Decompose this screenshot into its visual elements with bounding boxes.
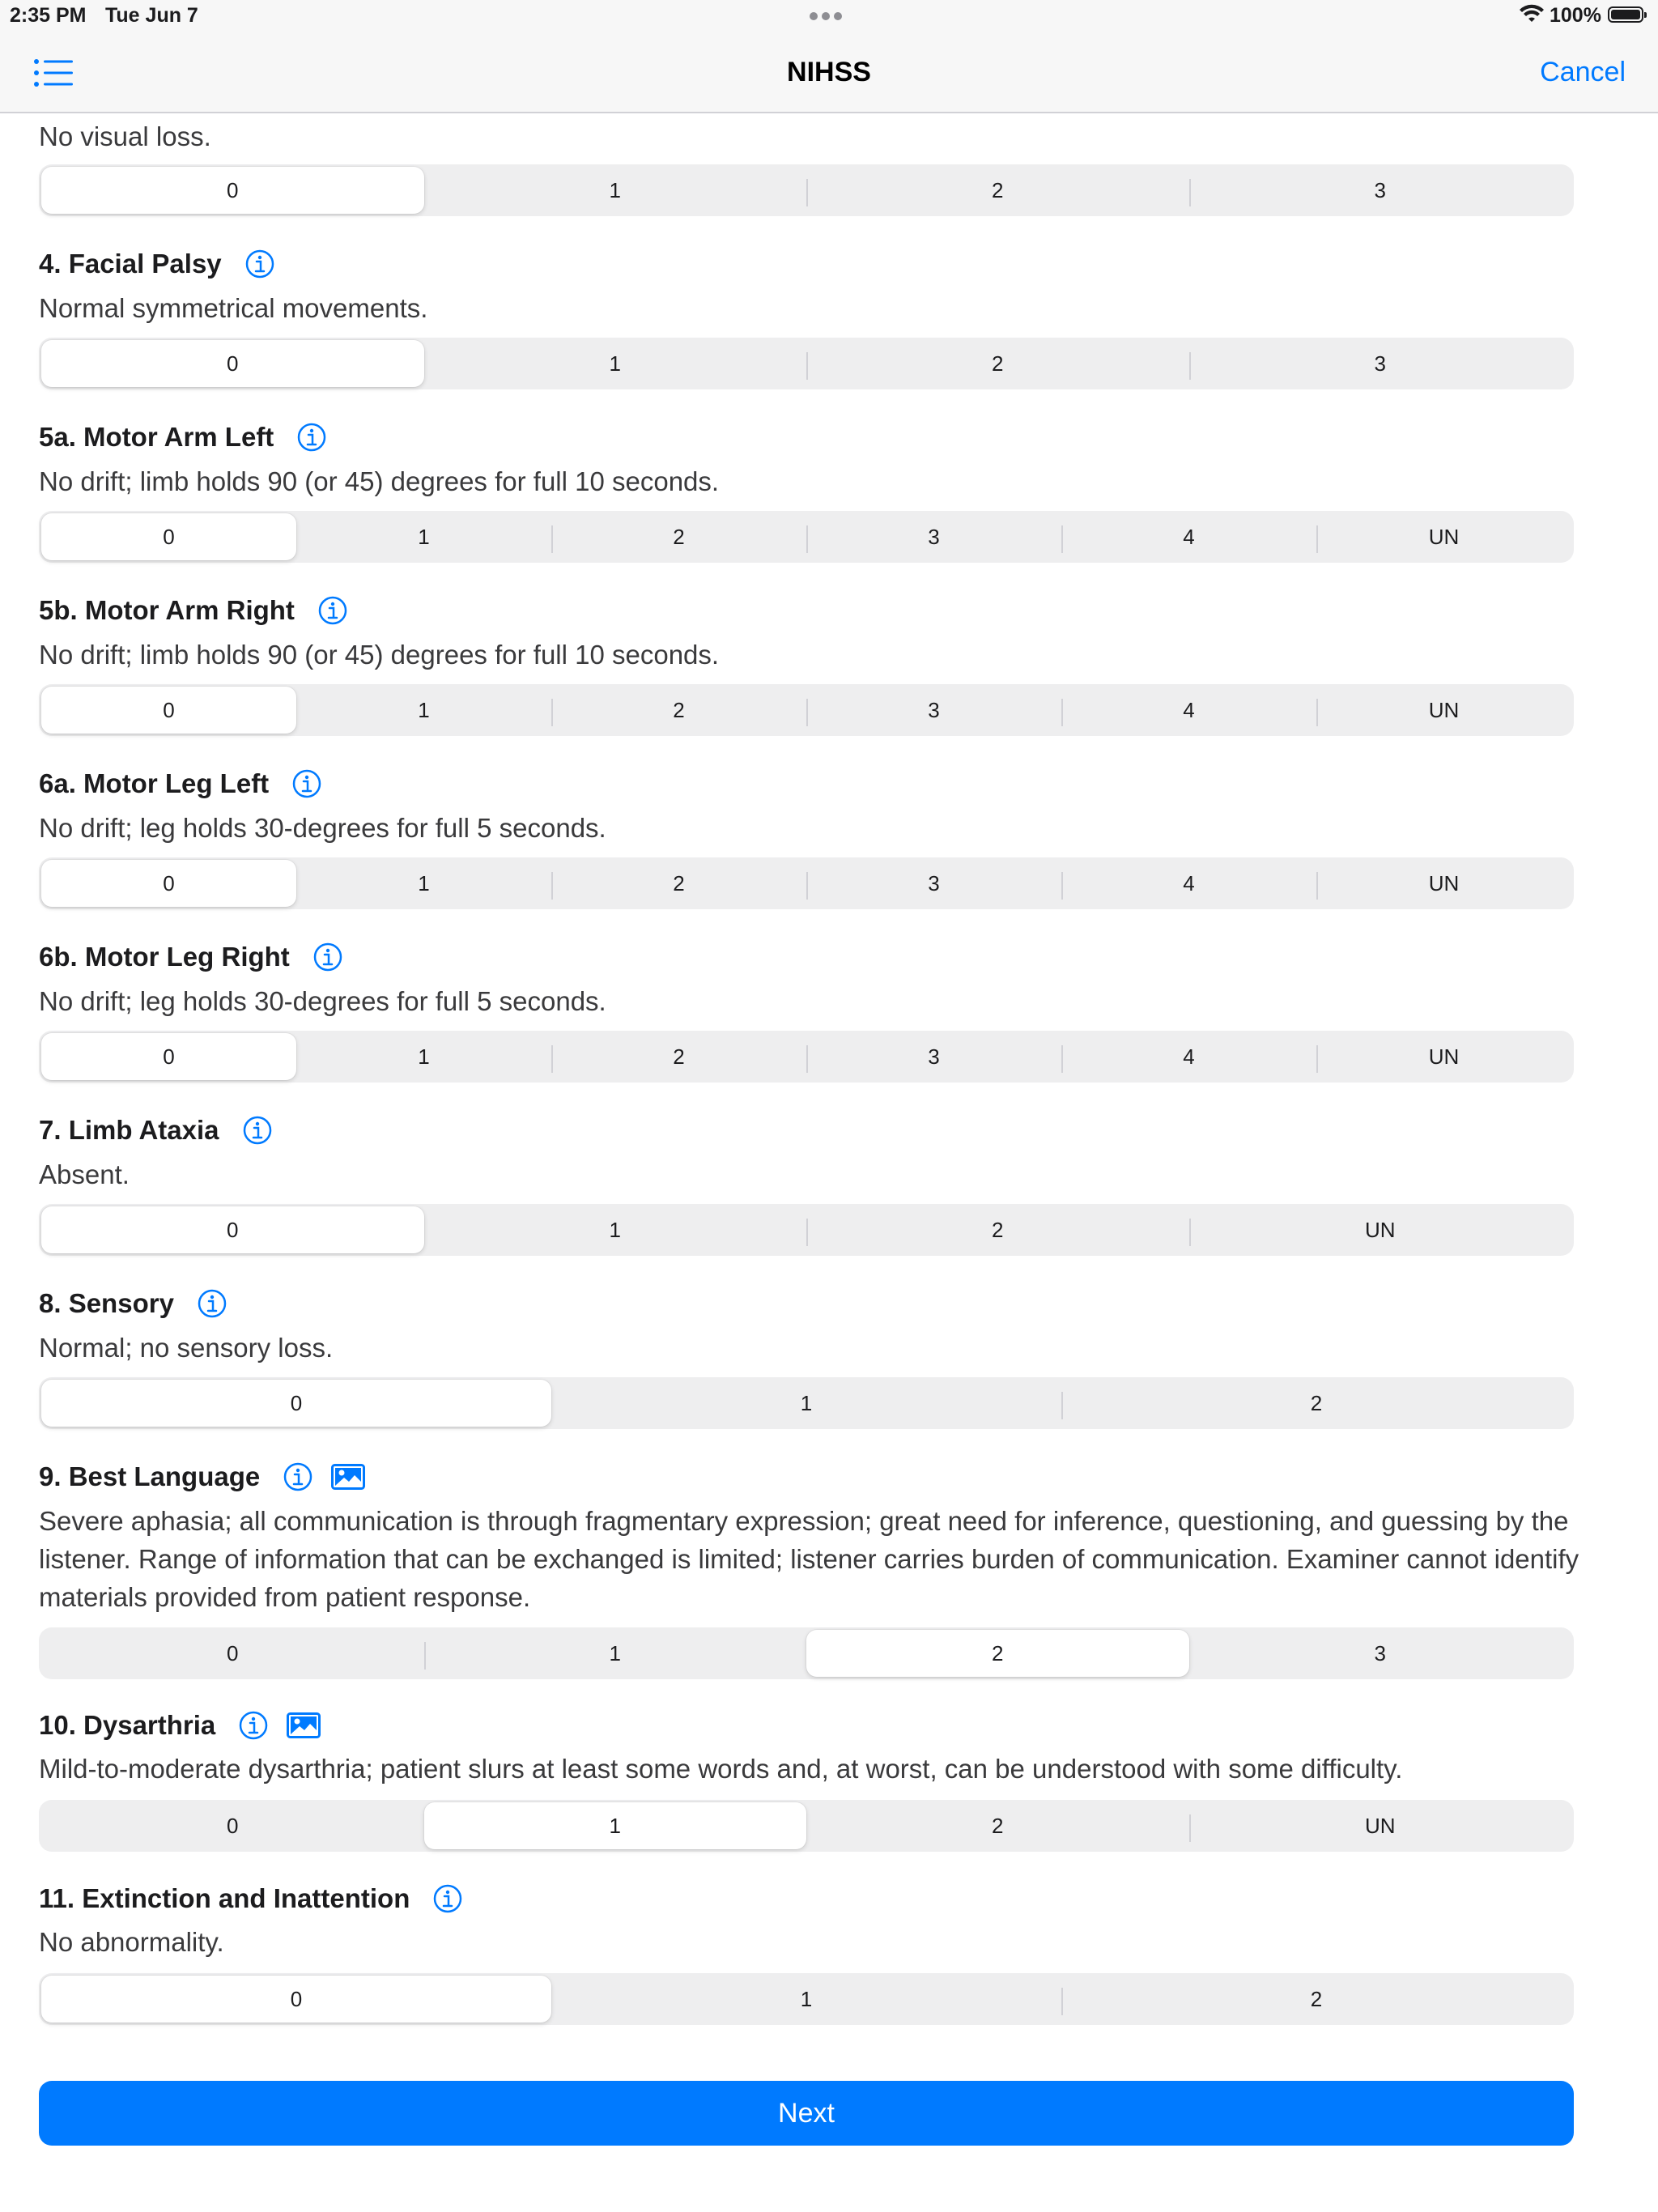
item-title-text: 11. Extinction and Inattention [39,1883,410,1913]
score-option-2[interactable]: 2 [806,1630,1189,1677]
score-selector [39,1031,1574,1083]
score-option-un[interactable]: UN [1189,1802,1572,1849]
score-option-2[interactable]: 2 [1061,1976,1571,2023]
score-option-2[interactable]: 2 [992,1813,1004,1838]
info-icon[interactable] [296,422,327,453]
item-title-text: 8. Sensory [39,1288,174,1318]
score-option-0[interactable]: 0 [227,1640,239,1665]
photo-icon[interactable] [287,1712,321,1738]
score-option-un[interactable]: UN [1316,860,1571,907]
item-title [39,938,343,976]
item-title-text: 6b. Motor Leg Right [39,942,290,972]
item-title [39,1707,321,1744]
info-icon[interactable] [238,1710,269,1741]
item-title [39,592,348,629]
score-selector [39,1204,1574,1256]
score-selector [39,511,1574,563]
item-title [39,765,322,802]
score-option-0[interactable]: 0 [41,1380,551,1427]
info-icon[interactable] [312,942,343,972]
item-title [39,245,275,283]
cancel-button[interactable]: Cancel [1540,57,1626,87]
item-description: Normal symmetrical movements. [39,293,428,323]
item-title-text: 5b. Motor Arm Right [39,595,295,625]
score-option-4[interactable]: 4 [1061,513,1316,560]
status-time: 2:35 PM [10,4,87,27]
score-selector [39,1627,1574,1679]
item-title [39,1458,365,1495]
item-description: No drift; limb holds 90 (or 45) degrees for full 10 seconds. [39,640,720,670]
score-option-1[interactable]: 1 [800,1390,813,1415]
info-icon[interactable] [291,768,322,799]
score-selector [39,684,1574,736]
item-description: No visual loss. [39,121,211,151]
score-option-2[interactable]: 2 [551,860,806,907]
item-description: Mild-to-moderate dysarthria; patient slurs at least some words and, at worst, can be understood with some difficulty. [39,1754,1403,1784]
score-selector [39,164,1574,216]
battery-icon [1608,6,1643,23]
score-option-2[interactable]: 2 [806,1206,1189,1253]
score-option-un[interactable]: UN [1316,1033,1571,1080]
score-option-0[interactable]: 0 [41,1206,424,1253]
page-title: NIHSS [787,57,871,87]
next-button[interactable]: Next [39,2081,1574,2146]
item-title-text: 6a. Motor Leg Left [39,768,270,798]
info-icon[interactable] [432,1883,463,1914]
item-description: Severe aphasia; all communication is through fragmentary expression; great need for inference, questioning, and guessing by the listener. Range of information that can be exchanged is limited; listener carries burden of communication. Examiner cannot identify materials provided from patient response. [39,1506,1579,1612]
score-option-0[interactable]: 0 [41,860,296,907]
score-option-2[interactable]: 2 [806,340,1189,387]
score-option-un[interactable]: UN [1316,513,1571,560]
score-option-3[interactable]: 3 [806,1033,1061,1080]
score-option-1[interactable]: 1 [424,1802,807,1849]
score-option-un[interactable]: UN [1316,687,1571,734]
score-option-4[interactable]: 4 [1061,687,1316,734]
item-title-text: 9. Best Language [39,1461,261,1491]
score-selector [39,1377,1574,1429]
score-option-3[interactable]: 3 [1374,1640,1386,1665]
score-option-0[interactable]: 0 [41,513,296,560]
item-title [39,1880,463,1917]
item-title-text: 4. Facial Palsy [39,249,222,279]
info-icon[interactable] [197,1288,227,1319]
item-description: Absent. [39,1159,130,1189]
wifi-icon [1519,4,1545,25]
score-option-2[interactable]: 2 [551,513,806,560]
score-option-3[interactable]: 3 [806,687,1061,734]
score-option-un[interactable]: UN [1189,1206,1572,1253]
score-selector [39,857,1574,909]
item-description: No abnormality. [39,1927,224,1957]
score-option-2[interactable]: 2 [551,1033,806,1080]
score-option-0[interactable]: 0 [41,340,424,387]
item-description: No drift; leg holds 30-degrees for full 5 seconds. [39,813,606,843]
info-icon[interactable] [283,1461,313,1492]
score-option-1[interactable]: 1 [800,1986,813,2011]
score-option-0[interactable]: 0 [227,1813,239,1838]
item-title-text: 5a. Motor Arm Left [39,422,274,452]
score-option-0[interactable]: 0 [41,1033,296,1080]
score-option-4[interactable]: 4 [1061,860,1316,907]
score-option-1[interactable]: 1 [424,1630,807,1677]
score-selector [39,1800,1574,1852]
score-option-1[interactable]: 1 [609,1217,621,1242]
item-description: No drift; limb holds 90 (or 45) degrees for full 10 seconds. [39,466,720,496]
score-option-1[interactable]: 1 [418,1044,430,1069]
score-option-3[interactable]: 3 [1189,167,1572,214]
score-option-1[interactable]: 1 [609,351,621,376]
item-description: No drift; leg holds 30-degrees for full 5 seconds. [39,986,606,1016]
score-option-1[interactable]: 1 [418,524,430,549]
photo-icon[interactable] [331,1464,365,1490]
status-bar [0,0,1658,32]
score-option-0[interactable]: 0 [41,167,424,214]
score-option-3[interactable]: 3 [1189,340,1572,387]
item-description: Normal; no sensory loss. [39,1333,334,1363]
score-option-3[interactable]: 3 [806,860,1061,907]
score-option-2[interactable]: 2 [1061,1380,1571,1427]
score-option-4[interactable]: 4 [1061,1033,1316,1080]
navigation-bar [0,32,1658,113]
score-option-1[interactable]: 1 [418,697,430,722]
score-option-2[interactable]: 2 [551,687,806,734]
score-option-1[interactable]: 1 [609,177,621,202]
status-date: Tue Jun 7 [105,4,198,27]
info-icon[interactable] [242,1115,273,1146]
info-icon[interactable] [317,595,348,626]
score-option-0[interactable]: 0 [41,687,296,734]
score-selector [39,1973,1574,2025]
info-icon[interactable] [244,249,275,279]
item-title-text: 10. Dysarthria [39,1710,216,1740]
multitasking-dots-icon[interactable] [810,10,848,19]
score-selector [39,338,1574,389]
score-option-1[interactable]: 1 [418,870,430,895]
score-option-0[interactable]: 0 [41,1976,551,2023]
item-title [39,1285,227,1322]
battery-percent: 100% [1550,4,1601,27]
item-title-text: 7. Limb Ataxia [39,1115,219,1145]
score-option-2[interactable]: 2 [806,167,1189,214]
item-title [39,419,327,456]
score-option-3[interactable]: 3 [806,513,1061,560]
item-title [39,1112,273,1149]
